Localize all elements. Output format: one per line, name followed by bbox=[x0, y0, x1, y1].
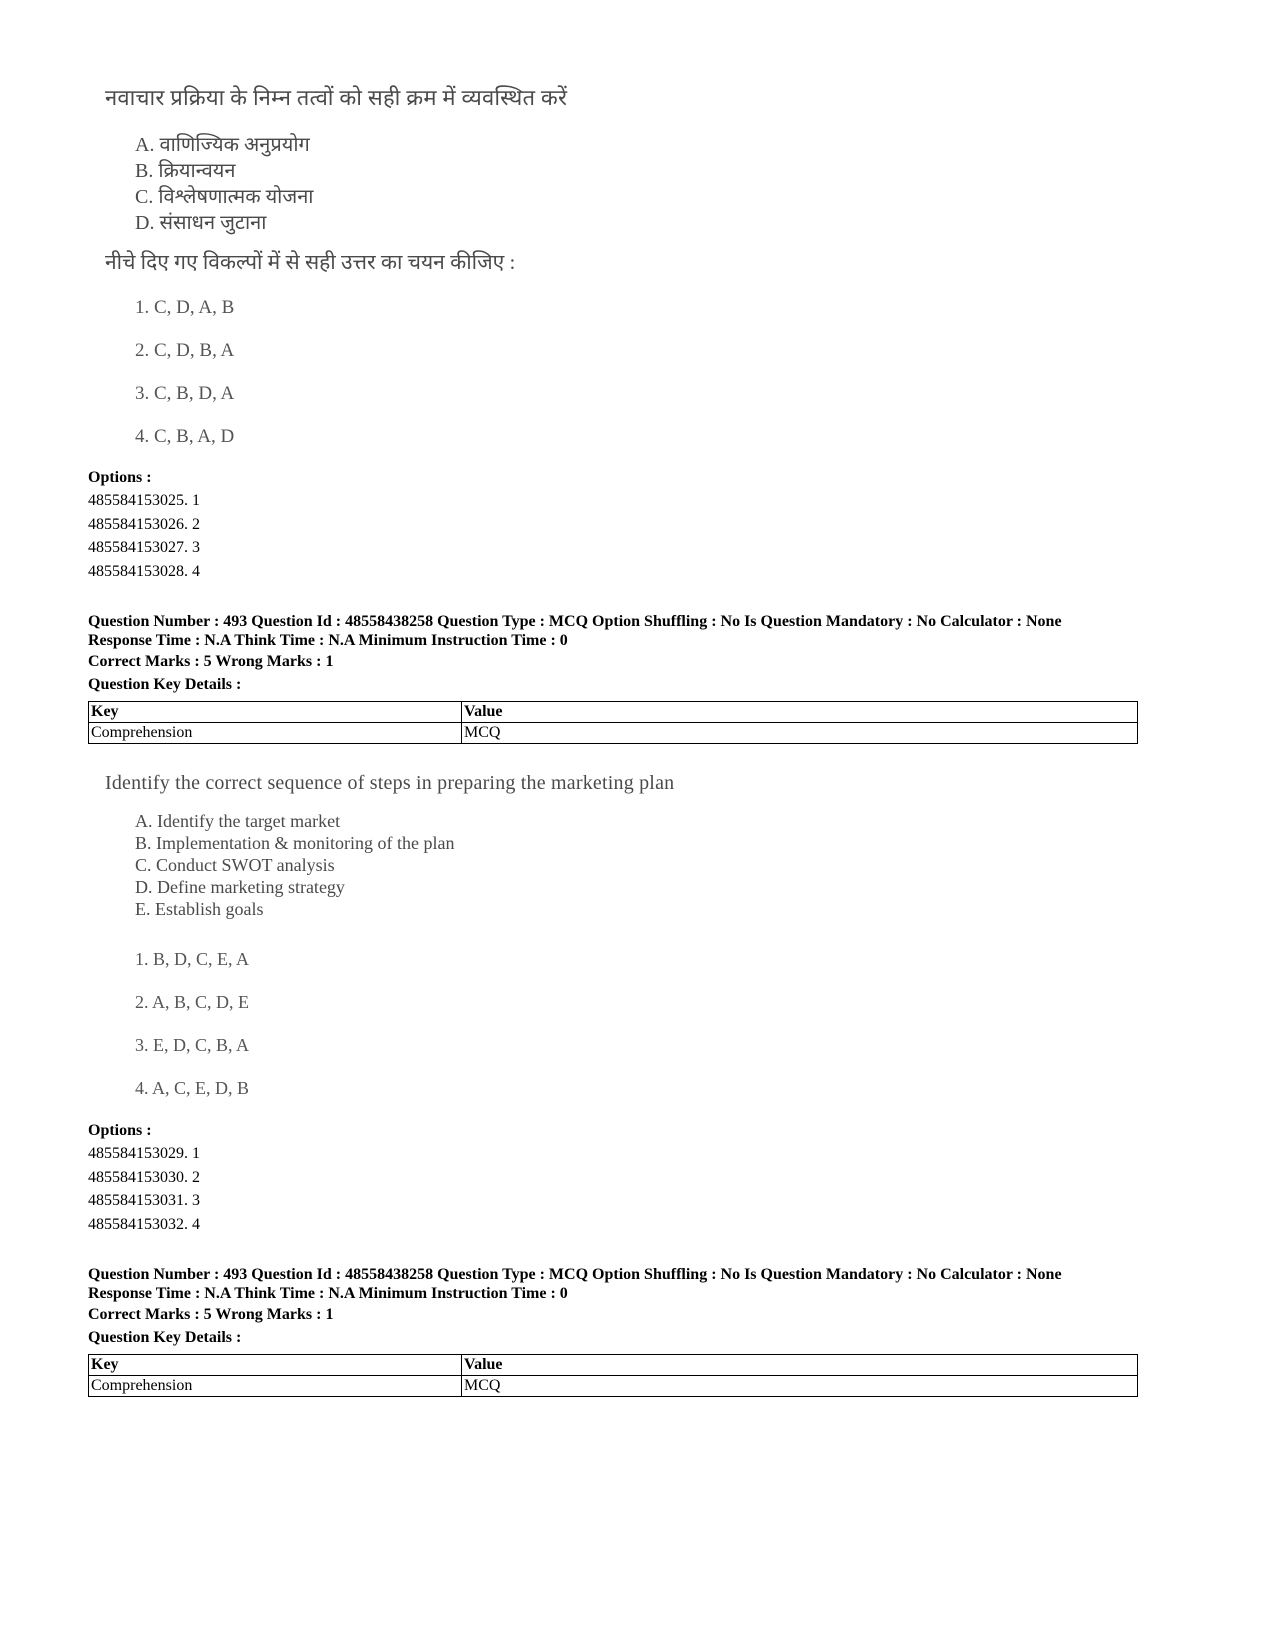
key-details-table bbox=[88, 1354, 1138, 1397]
table-header-value: Value bbox=[462, 1355, 1138, 1376]
key-details-label: Question Key Details : bbox=[88, 1329, 242, 1346]
question-2-choices bbox=[105, 938, 674, 1110]
table-cell-key: Comprehension bbox=[89, 723, 462, 744]
table-header-key: Key bbox=[89, 1355, 462, 1376]
question-1-options bbox=[88, 466, 200, 583]
key-details-table bbox=[88, 701, 1138, 744]
question-1-instruction: नीचे दिए गए विकल्पों में से सही उत्तर का चयन कीजिए : bbox=[105, 250, 516, 274]
marks-line: Correct Marks : 5 Wrong Marks : 1 bbox=[88, 1306, 334, 1323]
question-1-statements bbox=[135, 132, 567, 236]
question-1-image bbox=[105, 82, 567, 458]
choice-1: 1. B, D, C, E, A bbox=[135, 949, 250, 969]
statement-d: D. Define marketing strategy bbox=[135, 877, 345, 897]
options-label: Options : bbox=[88, 469, 152, 486]
statement-a: A. Identify the target market bbox=[135, 811, 341, 831]
option-row: 485584153028. 4 bbox=[88, 562, 200, 580]
table-cell-value: MCQ bbox=[462, 1376, 1138, 1397]
table-cell-key: Comprehension bbox=[89, 1376, 462, 1397]
table-header-value: Value bbox=[462, 702, 1138, 723]
table-header-row bbox=[89, 702, 1138, 723]
option-row: 485584153030. 2 bbox=[88, 1168, 200, 1186]
statement-e: E. Establish goals bbox=[135, 899, 264, 919]
option-row: 485584153032. 4 bbox=[88, 1215, 200, 1233]
marks-line: Correct Marks : 5 Wrong Marks : 1 bbox=[88, 653, 334, 670]
statement-c: C. विश्लेषणात्मक योजना bbox=[135, 186, 314, 208]
choice-3: 3. C, B, D, A bbox=[135, 383, 235, 404]
option-row: 485584153027. 3 bbox=[88, 539, 200, 556]
question-meta-2 bbox=[88, 1265, 1238, 1349]
option-row: 485584153025. 1 bbox=[88, 492, 200, 509]
question-meta-1 bbox=[88, 612, 1238, 696]
question-info-line: Question Number : 493 Question Id : 48558438258 Question Type : MCQ Option Shuffling : No Is Question Mandatory : No Calculator : None bbox=[88, 1266, 1062, 1283]
statement-b: B. Implementation & monitoring of the plan bbox=[135, 833, 455, 853]
options-label: Options : bbox=[88, 1122, 152, 1139]
option-row: 485584153029. 1 bbox=[88, 1145, 200, 1162]
table-cell-value: MCQ bbox=[462, 723, 1138, 744]
table-row bbox=[89, 723, 1138, 744]
question-info-line: Question Number : 493 Question Id : 48558438258 Question Type : MCQ Option Shuffling : No Is Question Mandatory : No Calculator : None bbox=[88, 613, 1062, 630]
key-details-label: Question Key Details : bbox=[88, 676, 242, 693]
question-2-options bbox=[88, 1119, 200, 1236]
choice-2: 2. A, B, C, D, E bbox=[135, 992, 250, 1012]
question-1-choices bbox=[105, 286, 567, 458]
question-2-statements bbox=[135, 810, 674, 920]
question-2-stem: Identify the correct sequence of steps in preparing the marketing plan bbox=[105, 772, 675, 794]
table-row bbox=[89, 1376, 1138, 1397]
statement-a: A. वाणिज्यिक अनुप्रयोग bbox=[135, 134, 310, 156]
option-row: 485584153026. 2 bbox=[88, 515, 200, 533]
statement-d: D. संसाधन जुटाना bbox=[135, 212, 267, 234]
option-row: 485584153031. 3 bbox=[88, 1192, 200, 1209]
response-time-line: Response Time : N.A Think Time : N.A Minimum Instruction Time : 0 bbox=[88, 632, 568, 649]
table-header-key: Key bbox=[89, 702, 462, 723]
statement-b: B. क्रियान्वयन bbox=[135, 160, 236, 182]
question-2-image bbox=[105, 772, 674, 1110]
choice-3: 3. E, D, C, B, A bbox=[135, 1035, 250, 1055]
table-header-row bbox=[89, 1355, 1138, 1376]
choice-4: 4. C, B, A, D bbox=[135, 426, 235, 447]
choice-4: 4. A, C, E, D, B bbox=[135, 1078, 250, 1098]
choice-1: 1. C, D, A, B bbox=[135, 297, 235, 318]
question-1-stem: नवाचार प्रक्रिया के निम्न तत्वों को सही क्रम में व्यवस्थित करें bbox=[105, 85, 568, 110]
statement-c: C. Conduct SWOT analysis bbox=[135, 855, 335, 875]
response-time-line: Response Time : N.A Think Time : N.A Minimum Instruction Time : 0 bbox=[88, 1285, 568, 1302]
choice-2: 2. C, D, B, A bbox=[135, 340, 235, 361]
